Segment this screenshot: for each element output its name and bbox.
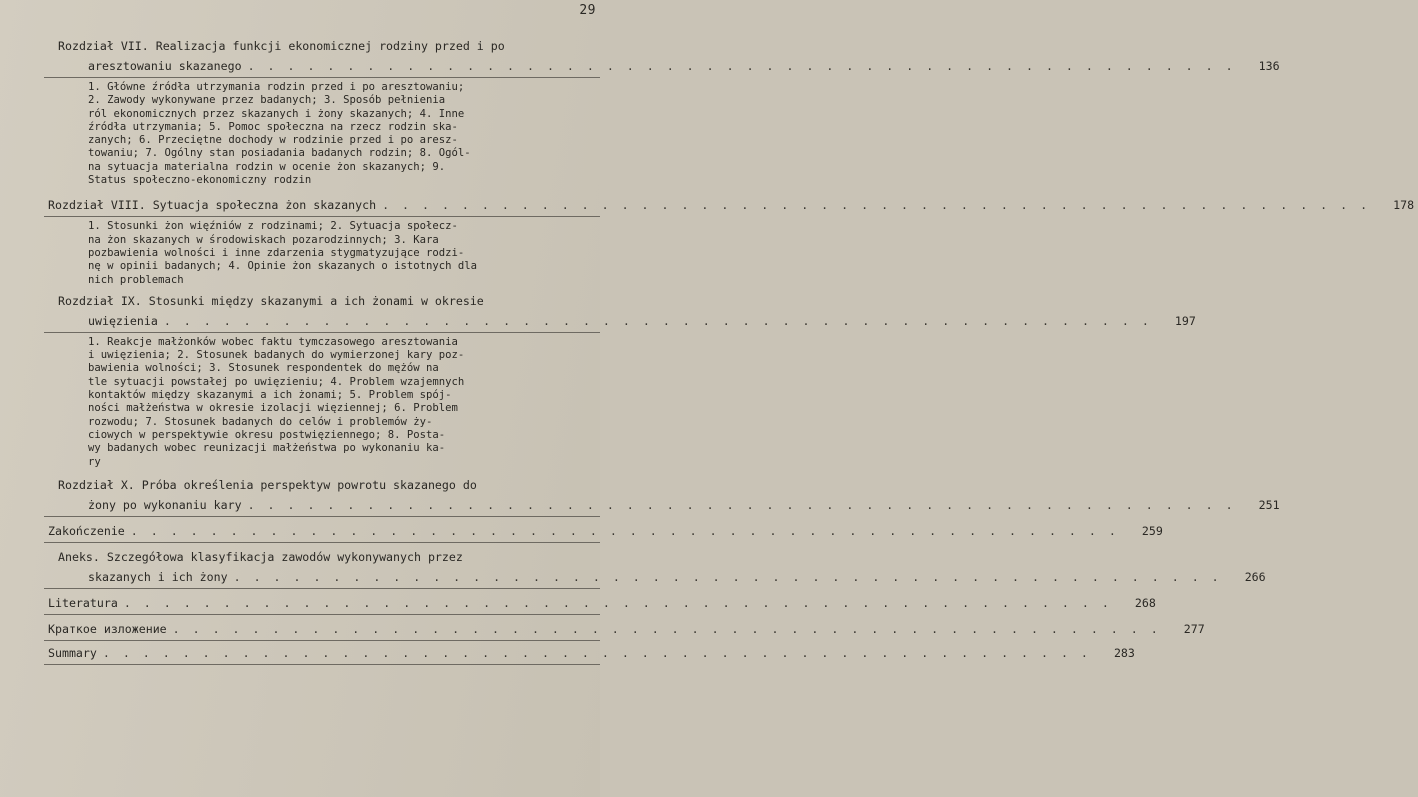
page-number: 29 [579, 3, 596, 18]
toc-page-number: 283 [1113, 645, 1135, 660]
toc-subsections [44, 81, 600, 187]
toc-entry[interactable] [44, 291, 1196, 469]
subsection-line: ciowych w perspektywie okresu postwięziennego; 8. Posta- [88, 428, 446, 441]
toc-title-line [44, 567, 1266, 587]
toc-title-line [44, 495, 1280, 515]
subsection-line: ról ekonomicznych przez skazanych i żony skazanych; 4. Inne [88, 107, 465, 120]
toc-entry[interactable] [44, 521, 1163, 543]
subsection-line: wy badanych wobec reunizacji małżeństwa po wykonaniu ka- [88, 442, 446, 455]
toc-title-line [44, 475, 600, 495]
subsection-line: nę w opinii badanych; 4. Opinie żon skazanych o istotnych dla [88, 260, 478, 273]
toc-title-text: Literatura [48, 595, 118, 610]
toc-page-number: 268 [1134, 595, 1156, 610]
underline-rule [44, 542, 600, 543]
subsection-line: tle sytuacji powstałej po uwięzieniu; 4. Problem wzajemnych [88, 375, 465, 388]
toc-page-number: 259 [1141, 523, 1163, 538]
toc-page-number: 197 [1174, 313, 1196, 328]
toc-page-number: 266 [1244, 569, 1266, 584]
toc-title-line [44, 593, 1156, 613]
toc-title-text: skazanych i ich żony [88, 569, 228, 584]
toc-title-text: aresztowaniu skazanego [88, 59, 242, 73]
subsection-line: rozwodu; 7. Stosunek badanych do celów i problemów ży- [88, 415, 433, 428]
toc-entry[interactable] [44, 36, 1280, 187]
leader-dots: . . . . . . . . . . . . . . . . . . . . . . . . . . . . . . . . . . . . . . . . . . . . . . . . . . [172, 621, 1161, 636]
toc-title-text: Zakończenie [48, 523, 125, 538]
subsection-line: i uwięzienia; 2. Stosunek badanych do wymierzonej kary poz- [88, 349, 465, 362]
subsection-line: ności małżeństwa w okresie izolacji więziennej; 6. Problem [88, 402, 458, 415]
subsection-line: 1. Reakcje małżonków wobec faktu tymczasowego aresztowania [88, 335, 458, 348]
subsection-line: na sytuacja materialna rodzin w ocenie żon skazanych; 9. [88, 160, 446, 173]
toc-entry[interactable] [44, 593, 1156, 615]
toc-title-text: Краткое изложение [48, 621, 167, 636]
toc-title-text: Aneks. Szczegółowa klasyfikacja zawodów wykonywanych przez [58, 549, 463, 564]
leader-dots: . . . . . . . . . . . . . . . . . . . . . . . . . . . . . . . . . . . . . . . . . . . . . . . . . . [247, 497, 1236, 512]
toc-page-number: 277 [1183, 621, 1205, 636]
toc-title-line [44, 521, 1163, 541]
leader-dots: . . . . . . . . . . . . . . . . . . . . . . . . . . . . . . . . . . . . . . . . . . . . . . . . . . [163, 313, 1152, 328]
toc-entry[interactable] [44, 475, 1280, 517]
subsection-line: kontaktów między skazanymi a ich żonami; 5. Problem spój- [88, 389, 452, 402]
toc-title-line [44, 643, 1135, 663]
leader-dots: . . . . . . . . . . . . . . . . . . . . . . . . . . . . . . . . . . . . . . . . . . . . . . . . . . [102, 645, 1091, 660]
toc-title-text: Rozdział VIII. Sytuacja społeczna żon skazanych [48, 198, 377, 213]
toc-title-line [44, 36, 600, 56]
toc-title-text: żony po wykonaniu kary [88, 497, 242, 512]
toc-subsections [44, 220, 600, 286]
toc-entry[interactable] [44, 547, 1266, 589]
subsection-line: bawienia wolności; 3. Stosunek respondentek do mężów na [88, 362, 439, 375]
toc-page-number: 178 [1393, 198, 1415, 213]
toc-title-text: Rozdział IX. Stosunki między skazanymi a ich żonami w okresie [58, 293, 484, 308]
subsection-line: nich problemach [88, 273, 184, 286]
toc-title-line [44, 619, 1205, 639]
underline-rule [44, 516, 600, 517]
underline-rule [44, 77, 600, 78]
subsection-line: 2. Zawody wykonywane przez badanych; 3. Sposób pełnienia [88, 94, 446, 107]
table-of-contents [44, 32, 1415, 665]
underline-rule [44, 640, 600, 641]
subsection-line: 1. Stosunki żon więźniów z rodzinami; 2. Sytuacja społecz- [88, 220, 458, 233]
underline-rule [44, 332, 600, 333]
subsection-line: zanych; 6. Przeciętne dochody w rodzinie przed i po aresz- [88, 134, 458, 147]
subsection-line: źródła utrzymania; 5. Pomoc społeczna na rzecz rodzin ska- [88, 120, 458, 133]
leader-dots: . . . . . . . . . . . . . . . . . . . . . . . . . . . . . . . . . . . . . . . . . . . . . . . . . . [233, 569, 1222, 584]
toc-title-text: Rozdział X. Próba określenia perspektyw powrotu skazanego do [58, 477, 477, 492]
toc-title-text: Rozdział VII. Realizacja funkcji ekonomicznej rodziny przed i po [58, 39, 505, 53]
toc-title-line [44, 547, 600, 567]
toc-title-text: uwięzienia [88, 313, 158, 328]
underline-rule [44, 664, 600, 665]
leader-dots: . . . . . . . . . . . . . . . . . . . . . . . . . . . . . . . . . . . . . . . . . . . . . . . . . . [382, 198, 1371, 213]
toc-title-line [44, 195, 1415, 215]
toc-entry[interactable] [44, 619, 1205, 641]
toc-title-text: Summary [48, 645, 97, 660]
toc-entry[interactable] [44, 195, 1415, 286]
toc-title-line [44, 291, 600, 311]
toc-title-line [44, 56, 1280, 76]
leader-dots: . . . . . . . . . . . . . . . . . . . . . . . . . . . . . . . . . . . . . . . . . . . . . . . . . . [123, 595, 1112, 610]
toc-subsections [44, 336, 600, 469]
leader-dots: . . . . . . . . . . . . . . . . . . . . . . . . . . . . . . . . . . . . . . . . . . . . . . . . . . [247, 59, 1236, 73]
subsection-line: ry [88, 455, 101, 468]
toc-page-number: 251 [1258, 497, 1280, 512]
toc-entry[interactable] [44, 643, 1135, 665]
toc-title-line [44, 311, 1196, 331]
toc-page-number: 136 [1258, 59, 1280, 73]
underline-rule [44, 614, 600, 615]
underline-rule [44, 216, 600, 217]
subsection-line: 1. Główne źródła utrzymania rodzin przed i po aresztowaniu; [88, 81, 465, 93]
subsection-line: na żon skazanych w środowiskach pozarodzinnych; 3. Kara [88, 233, 439, 246]
subsection-line: towaniu; 7. Ogólny stan posiadania badanych rodzin; 8. Ogól- [88, 147, 471, 160]
leader-dots: . . . . . . . . . . . . . . . . . . . . . . . . . . . . . . . . . . . . . . . . . . . . . . . . . . [130, 523, 1119, 538]
subsection-line: pozbawienia wolności i inne zdarzenia stygmatyzujące rodzi- [88, 246, 465, 259]
underline-rule [44, 588, 600, 589]
subsection-line: Status społeczno-ekonomiczny rodzin [88, 174, 312, 187]
